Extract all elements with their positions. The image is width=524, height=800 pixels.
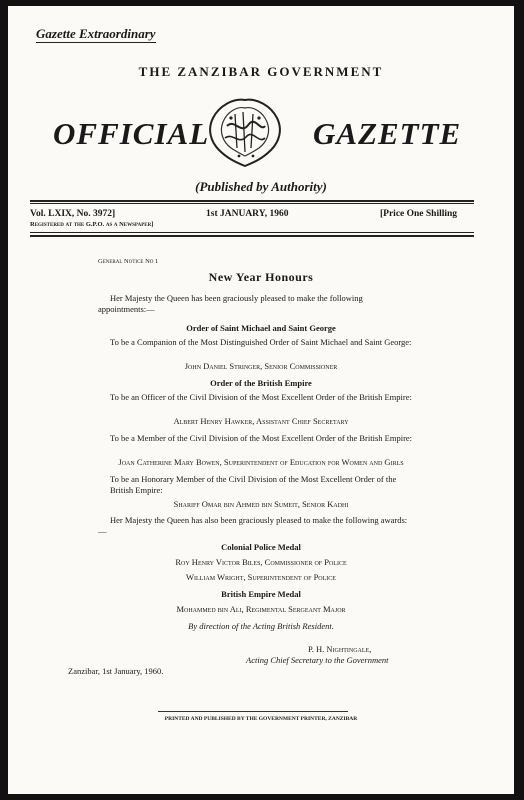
direction-line: By direction of the Acting British Resident. bbox=[188, 621, 334, 631]
signatory-name: P. H. Nightingale, bbox=[308, 644, 372, 654]
section-title-obe: Order of the British Empire bbox=[210, 378, 312, 388]
appointee-name: Shariff Omar bin Ahmed bin Sumeit, Senior Kadhi bbox=[173, 499, 349, 509]
notice-heading: New Year Honours bbox=[208, 270, 314, 284]
price: [Price One Shilling bbox=[380, 209, 458, 219]
awards-intro: Her Majesty the Queen has also been graciously pleased to make the following awards:— bbox=[98, 515, 408, 536]
gazette-extraordinary-label: Gazette Extraordinary bbox=[36, 26, 156, 41]
bem-title: British Empire Medal bbox=[221, 589, 301, 599]
title-gazette: GAZETTE bbox=[313, 116, 462, 151]
title-official: OFFICIAL bbox=[53, 116, 210, 151]
appointee-name: John Daniel Stringer, Senior Commissioner bbox=[184, 361, 338, 371]
seal-icon bbox=[205, 96, 285, 168]
issue-date: 1st JANUARY, 1960 bbox=[206, 209, 289, 219]
appointee-name: Joan Catherine Mary Bowen, Superintendent of Education for Women and Girls bbox=[118, 457, 404, 467]
section-title-smsg: Order of Saint Michael and Saint George bbox=[186, 323, 336, 333]
government-title: THE ZANZIBAR GOVERNMENT bbox=[138, 64, 384, 79]
header-rule-bottom bbox=[30, 232, 474, 233]
printer-footer: PRINTED AND PUBLISHED BY THE GOVERNMENT PRINTER, ZANZIBAR bbox=[164, 716, 358, 722]
intro-paragraph: Her Majesty the Queen has been graciously pleased to make the following appointments:— bbox=[98, 293, 363, 314]
volume-number: Vol. LXIX, No. 3972] bbox=[30, 209, 116, 219]
header-rule-bottom-thick bbox=[30, 235, 474, 237]
appointment-text: To be a Companion of the Most Distinguished Order of Saint Michael and Saint George: bbox=[110, 337, 412, 347]
police-medal-recipient: Roy Henry Victor Biles, Commissioner of Police bbox=[175, 557, 347, 567]
appointment-text: To be an Officer of the Civil Division of the Most Excellent Order of the British Empire: bbox=[110, 392, 412, 402]
registered-newspaper: Registered at the G.P.O. as a Newspaper] bbox=[30, 221, 154, 228]
bem-recipient: Mohammed bin Ali, Regimental Sergeant Major bbox=[176, 604, 346, 614]
place-date: Zanzibar, 1st January, 1960. bbox=[68, 666, 164, 676]
gazette-page bbox=[8, 6, 514, 794]
appointment-text: To be an Honorary Member of the Civil Division of the Most Excellent Order of the British Empire: bbox=[110, 474, 397, 495]
notice-label: General Notice No 1 bbox=[98, 258, 159, 265]
header-rule-top-thin bbox=[30, 203, 474, 204]
signatory-title: Acting Chief Secretary to the Government bbox=[246, 655, 389, 665]
police-medal-recipient: William Wright, Superintendent of Police bbox=[186, 572, 336, 582]
appointment-text: To be a Member of the Civil Division of the Most Excellent Order of the British Empire: bbox=[110, 433, 413, 443]
police-medal-title: Colonial Police Medal bbox=[221, 542, 301, 552]
published-by-authority: (Published by Authority) bbox=[195, 179, 327, 194]
header-rule-top bbox=[30, 200, 474, 202]
appointee-name: Albert Henry Hawker, Assistant Chief Secretary bbox=[173, 416, 349, 426]
footer-rule bbox=[158, 711, 348, 712]
